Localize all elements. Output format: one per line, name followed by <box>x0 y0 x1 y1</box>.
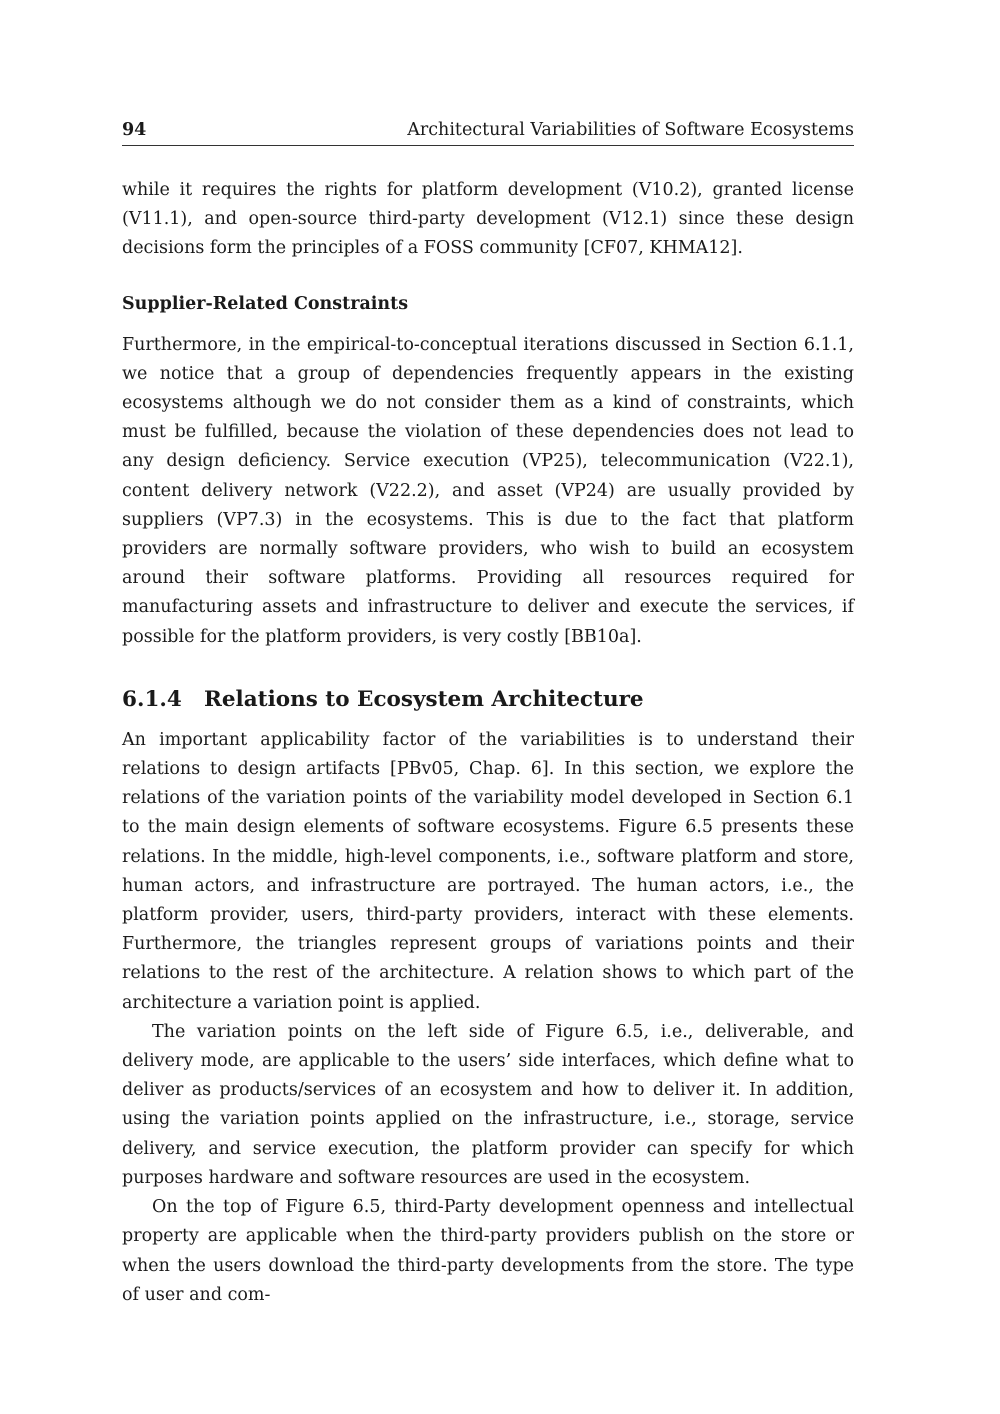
running-title: Architectural Variabilities of Software Ecosystems <box>407 120 854 140</box>
paragraph-top-side: On the top of Figure 6.5, third-Party development openness and intellectual property are applicable when the third-party providers publish on the store or when the users download the third-party developments from the store. The type of user and com- <box>122 1197 854 1305</box>
main-text <box>122 176 854 1310</box>
section-title: Relations to Ecosystem Architecture <box>204 686 644 712</box>
paragraph-left-side: The variation points on the left side of Figure 6.5, i.e., deliverable, and delivery mode, are applicable to the users’ side interfaces, which define what to deliver as products/services of an ecosystem and how to deliver it. In addition, using the variation points applied on the infrastructure, i.e., storage, service delivery, and service execution, the platform provider can specify for which purposes hardware and software resources are used in the ecosystem. <box>122 1021 854 1188</box>
section-number: 6.1.4 <box>122 686 182 712</box>
section-heading <box>122 686 854 714</box>
paragraph-relations-intro: An important applicability factor of the variabilities is to understand their relations to design artifacts [PBv05, Chap. 6]. In this section, we explore the relations of the variation points of the variability model developed in Section 6.1 to the main design elements of software ecosystems. Figure 6.5 presents these relations. In the middle, high-level components, i.e., software platform and store, human actors, and infrastructure are portrayed. The human actors, i.e., the platform provider, users, third-party providers, interact with these elements. Furthermore, the triangles represent groups of variations points and their relations to the rest of the architecture. A relation shows to which part of the architecture a variation point is applied. <box>122 729 854 1013</box>
paragraph-heading-supplier-constraints: Supplier-Related Constraints <box>122 293 409 314</box>
running-header <box>122 118 854 146</box>
page-body <box>122 118 854 1310</box>
page-number: 94 <box>122 120 147 140</box>
paragraph-continuation: while it requires the rights for platform development (V10.2), granted license (V11.1), and open-source third-party development (V12.1) since these design decisions form the principles of a FOSS community [CF07, KHMA12]. <box>122 180 854 259</box>
paragraph-supplier-constraints: Furthermore, in the empirical-to-conceptual iterations discussed in Section 6.1.1, we notice that a group of dependencies frequently appears in the existing ecosystems although we do not consider them as a kind of constraints, which must be fulfilled, because the violation of these dependencies does not lead to any design deficiency. Service execution (VP25), telecommunication (V22.1), content delivery network (V22.2), and asset (VP24) are usually provided by suppliers (VP7.3) in the ecosystems. This is due to the fact that platform providers are normally software providers, who wish to build an ecosystem around their software platforms. Providing all resources required for manufacturing assets and infrastructure to deliver and execute the services, if possible for the platform providers, is very costly [BB10a]. <box>122 334 854 647</box>
